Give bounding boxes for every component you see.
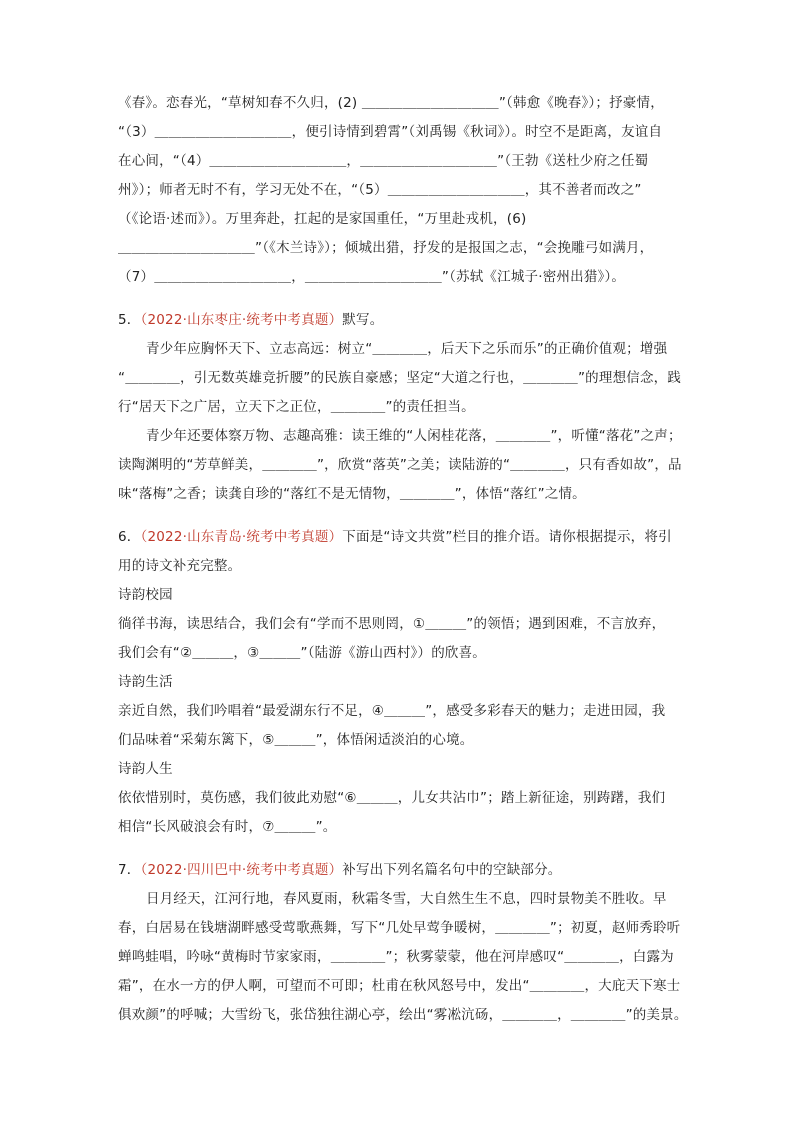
subheading: 诗韵人生 [118, 761, 173, 777]
text-line: 蝉鸣蛙唱，吟咏“黄梅时节家家雨，＿＿＿＿”；秋雾蒙蒙，他在河岸感叹“＿＿＿＿，白露为 [118, 949, 674, 965]
question-prompt: 默写。 [342, 312, 384, 328]
text-line: 依依惜别时，莫伤感，我们彼此劝慰“⑥＿＿＿，儿女共沾巾”；踏上新征途，别踌躇，我们 [118, 790, 666, 806]
question-header [118, 523, 678, 552]
text-line: 相信“长风破浪会有时，⑦＿＿＿”。 [118, 819, 337, 835]
question-prompt: 下面是“诗文共赏”栏目的推介语。请你根据提示，将引 [342, 529, 672, 545]
text-line: 日月经天，江河行地，春风夏雨，秋霜冬雪，大自然生生不息，四时景物美不胜收。早 [146, 891, 667, 907]
question-source: （2022·山东青岛·统考中考真题） [140, 529, 343, 545]
question-number: 5． [118, 312, 141, 328]
question-header [118, 306, 678, 335]
text-line: 青少年应胸怀天下、立志高远：树立“＿＿＿＿，后天下之乐而乐”的正确价值观；增强 [146, 341, 668, 357]
text-line: 徜徉书海，读思结合，我们会有“学而不思则罔，①＿＿＿”的领悟；遇到困难，不言放弃， [118, 616, 666, 632]
text-line: “＿＿＿＿，引无数英雄竞折腰”的民族自豪感；坚定“大道之行也，＿＿＿＿”的理想信念，践 [118, 370, 682, 386]
question-5 [118, 306, 682, 509]
text-line: 们品味着“采菊东篱下，⑤＿＿＿”，体悟闲适淡泊的心境。 [118, 732, 474, 748]
text-line: 在心间，“（4）＿＿＿＿＿＿＿＿＿＿，＿＿＿＿＿＿＿＿＿＿”（王勃《送杜少府之任蜀 [118, 153, 649, 169]
question-prompt: 补写出下列名篇名句中的空缺部分。 [342, 862, 562, 878]
text-line: 亲近自然，我们吟唱着“最爱湖东行不足，④＿＿＿”，感受多彩春天的魅力；走进田园，我 [118, 703, 666, 719]
text-line: 春，白居易在钱塘湖畔感受莺歌燕舞，写下“几处早莺争暖树，＿＿＿＿”；初夏，赵师秀聆听 [118, 920, 681, 936]
text-line: 青少年还要体察万物、志趣高雅：读王维的“人闲桂花落，＿＿＿＿”，听懂“落花”之声； [146, 428, 682, 444]
subheading: 诗韵校园 [118, 587, 173, 603]
question-number: 6． [118, 529, 141, 545]
text-line: ＿＿＿＿＿＿＿＿＿＿”（《木兰诗》）；倾城出猎，抒发的是报国之志，“会挽雕弓如满月， [118, 240, 654, 256]
question-source: （2022·山东枣庄·统考中考真题） [140, 312, 343, 328]
subheading: 诗韵生活 [118, 674, 173, 690]
text-line: 州》）；师者无时不有，学习无处不在，“（5）＿＿＿＿＿＿＿＿＿＿，其不善者而改之” [118, 182, 642, 198]
text-line: 《春》。恋春光，“草树知春不久归，(2) ＿＿＿＿＿＿＿＿＿＿”（韩愈《晚春》）；抒豪情， [118, 95, 664, 111]
page-content [118, 89, 688, 1030]
question-prompt-cont: 用的诗文补充完整。 [118, 558, 242, 574]
text-line: （《论语·述而》）。万里奔赴，扛起的是家国重任，“万里赴戎机，(6) [118, 211, 527, 227]
text-line: 我们会有“②＿＿＿，③＿＿＿”（陆游《游山西村》）的欣喜。 [118, 645, 486, 661]
text-line: “（3）＿＿＿＿＿＿＿＿＿＿，便引诗情到碧霄”（刘禹锡《秋词》）。时空不是距离，友谊自 [118, 124, 663, 140]
question-number: 7． [118, 862, 141, 878]
question-7 [118, 856, 688, 1030]
text-line: （7）＿＿＿＿＿＿＿＿＿＿，＿＿＿＿＿＿＿＿＿＿”（苏轼《江城子·密州出猎》）。 [118, 269, 626, 285]
text-line: 霜”，在水一方的伊人啊，可望而不可即；杜甫在秋风怒号中，发出“＿＿＿＿，大庇天下寒士 [118, 978, 681, 994]
question-source: （2022·四川巴中·统考中考真题） [140, 862, 343, 878]
text-line: 读陶渊明的“芳草鲜美，＿＿＿＿”，欣赏“落英”之美；读陆游的“＿＿＿＿，只有香如故”，品 [118, 457, 682, 473]
text-line: 俱欢颜”的呼喊；大雪纷飞，张岱独往湖心亭，绘出“雾凇沆砀，＿＿＿＿，＿＿＿＿”的美景。 [118, 1007, 688, 1023]
text-line: 行“居天下之广居，立天下之正位，＿＿＿＿”的责任担当。 [118, 399, 475, 415]
text-line: 味“落梅”之香；读龚自珍的“落红不是无情物，＿＿＿＿”，体悟“落红”之情。 [118, 486, 586, 502]
question-header [118, 856, 678, 885]
question-6 [118, 523, 678, 842]
section4-continuation [118, 89, 678, 292]
